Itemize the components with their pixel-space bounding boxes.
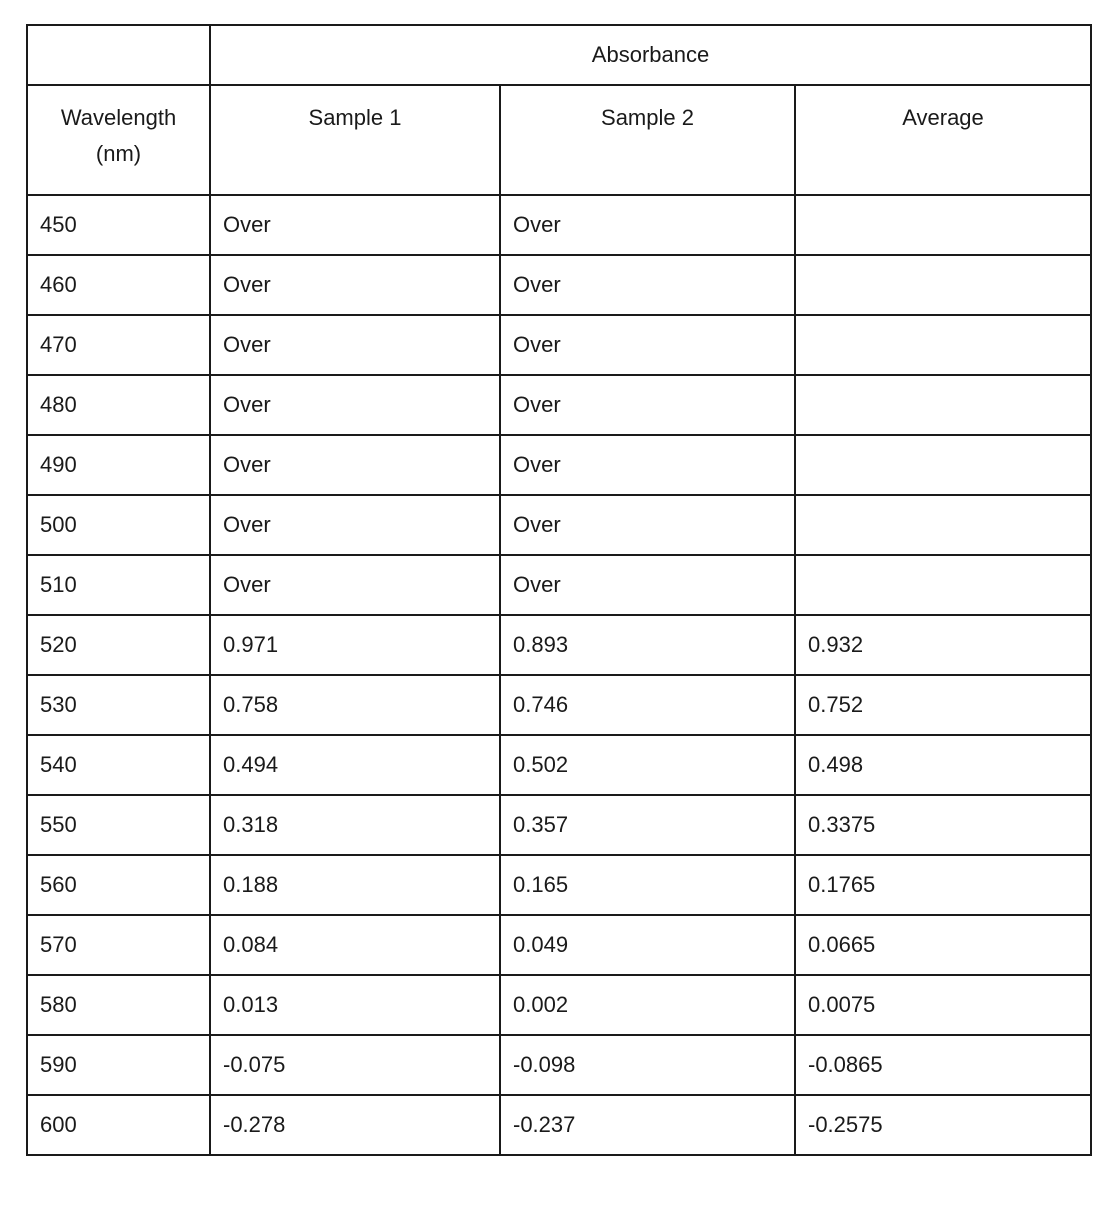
wavelength-cell: 510 [27, 555, 210, 615]
empty-corner-cell [27, 25, 210, 85]
wavelength-cell: 470 [27, 315, 210, 375]
sample-2-cell: Over [500, 255, 795, 315]
sample-1-cell: Over [210, 315, 500, 375]
sample-2-cell: Over [500, 435, 795, 495]
table-row [27, 675, 1091, 735]
sample-2-cell: 0.893 [500, 615, 795, 675]
sample-2-cell: Over [500, 555, 795, 615]
table-row [27, 915, 1091, 975]
sample-2-cell: Over [500, 195, 795, 255]
table-row [27, 555, 1091, 615]
sample-2-cell: 0.049 [500, 915, 795, 975]
sample-1-cell: -0.075 [210, 1035, 500, 1095]
sample-1-cell: 0.758 [210, 675, 500, 735]
table-row [27, 795, 1091, 855]
wavelength-cell: 520 [27, 615, 210, 675]
wavelength-cell: 560 [27, 855, 210, 915]
wavelength-cell: 600 [27, 1095, 210, 1155]
sample-1-cell: 0.494 [210, 735, 500, 795]
wavelength-cell: 460 [27, 255, 210, 315]
table-row [27, 615, 1091, 675]
sample-1-cell: 0.013 [210, 975, 500, 1035]
wavelength-cell: 580 [27, 975, 210, 1035]
sample-2-cell: 0.357 [500, 795, 795, 855]
wavelength-cell: 530 [27, 675, 210, 735]
table-row [27, 315, 1091, 375]
average-cell [795, 435, 1091, 495]
table-row [27, 1035, 1091, 1095]
wavelength-cell: 490 [27, 435, 210, 495]
group-header-row [27, 25, 1091, 85]
wavelength-cell: 450 [27, 195, 210, 255]
average-cell: 0.0075 [795, 975, 1091, 1035]
absorbance-group-header: Absorbance [210, 25, 1091, 85]
table-row [27, 195, 1091, 255]
wavelength-cell: 570 [27, 915, 210, 975]
average-cell: 0.0665 [795, 915, 1091, 975]
sample-1-cell: -0.278 [210, 1095, 500, 1155]
average-cell: 0.932 [795, 615, 1091, 675]
absorbance-table [26, 24, 1092, 1156]
average-cell [795, 315, 1091, 375]
sample-1-cell: Over [210, 495, 500, 555]
sample-2-cell: 0.502 [500, 735, 795, 795]
table-row [27, 735, 1091, 795]
header-line: Wavelength [60, 105, 177, 130]
sample-2-cell: 0.002 [500, 975, 795, 1035]
table-row [27, 435, 1091, 495]
wavelength-cell: 480 [27, 375, 210, 435]
table-row [27, 1095, 1091, 1155]
average-cell: -0.2575 [795, 1095, 1091, 1155]
column-header-wavelength [27, 85, 210, 195]
table-row [27, 375, 1091, 435]
sample-2-cell: -0.237 [500, 1095, 795, 1155]
sample-2-cell: 0.165 [500, 855, 795, 915]
column-header-sample-1: Sample 1 [210, 85, 500, 195]
sample-1-cell: 0.188 [210, 855, 500, 915]
table-row [27, 855, 1091, 915]
sample-1-cell: 0.971 [210, 615, 500, 675]
sample-2-cell: Over [500, 495, 795, 555]
average-cell [795, 495, 1091, 555]
sample-2-cell: Over [500, 375, 795, 435]
wavelength-cell: 550 [27, 795, 210, 855]
average-cell [795, 375, 1091, 435]
sample-1-cell: Over [210, 435, 500, 495]
average-cell [795, 195, 1091, 255]
wavelength-cell: 590 [27, 1035, 210, 1095]
sample-2-cell: -0.098 [500, 1035, 795, 1095]
wavelength-cell: 540 [27, 735, 210, 795]
wavelength-cell: 500 [27, 495, 210, 555]
average-cell: 0.752 [795, 675, 1091, 735]
sample-1-cell: 0.084 [210, 915, 500, 975]
sample-1-cell: Over [210, 255, 500, 315]
table-row [27, 975, 1091, 1035]
column-header-average: Average [795, 85, 1091, 195]
sample-2-cell: Over [500, 315, 795, 375]
table-row [27, 255, 1091, 315]
sample-1-cell: 0.318 [210, 795, 500, 855]
sample-1-cell: Over [210, 195, 500, 255]
sample-1-cell: Over [210, 555, 500, 615]
header-line: (nm) [95, 141, 142, 166]
average-cell: -0.0865 [795, 1035, 1091, 1095]
average-cell [795, 555, 1091, 615]
table-row [27, 495, 1091, 555]
column-header-row [27, 85, 1091, 195]
column-header-sample-2: Sample 2 [500, 85, 795, 195]
sample-1-cell: Over [210, 375, 500, 435]
average-cell: 0.498 [795, 735, 1091, 795]
average-cell: 0.1765 [795, 855, 1091, 915]
average-cell: 0.3375 [795, 795, 1091, 855]
sample-2-cell: 0.746 [500, 675, 795, 735]
average-cell [795, 255, 1091, 315]
